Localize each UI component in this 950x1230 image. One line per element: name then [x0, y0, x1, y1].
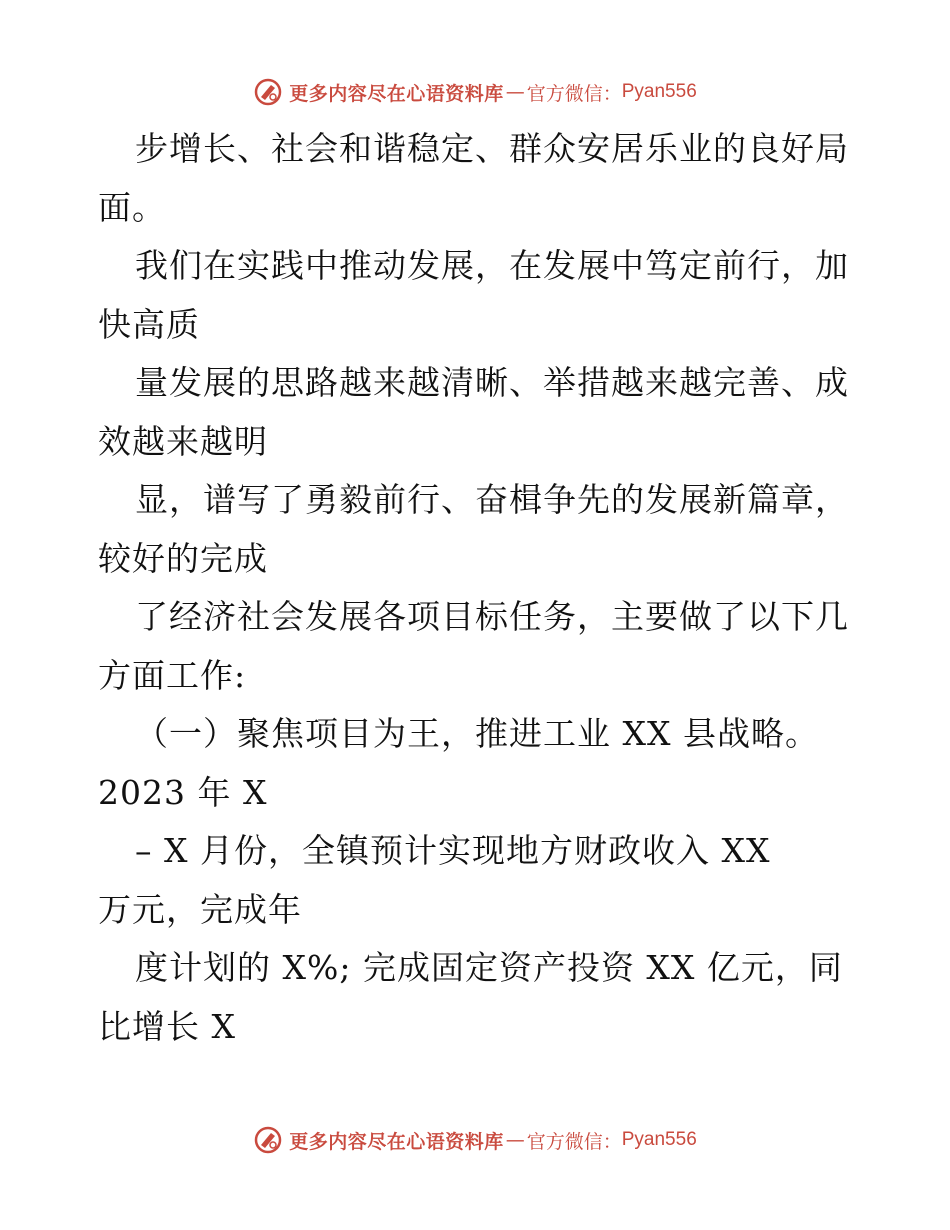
text-line-13: – X 月份，全镇预计实现地方财政收入 XX: [135, 831, 771, 870]
text-line-8: 较好的完成: [98, 538, 268, 578]
text-line-15: 度计划的 X%; 完成固定资产投资 XX 亿元，同: [135, 948, 843, 987]
text-line-9: 了经济社会发展各项目标任务，主要做了以下几: [135, 597, 849, 636]
text-line-4: 快高质: [98, 304, 200, 344]
text-line-5: 量发展的思路越来越清晰、举措越来越完善、成: [135, 363, 849, 402]
text-line-7: 显，谱写了勇毅前行、奋楫争先的发展新篇章，: [135, 480, 849, 519]
text-line-16: 比增长 X: [98, 1006, 236, 1046]
text-line-12: 2023 年 X: [98, 772, 268, 812]
text-line-10: 方面工作:: [98, 655, 247, 695]
footer-watermark: [0, 1120, 950, 1160]
text-line-1: 步增长、社会和谐稳定、群众安居乐业的良好局: [135, 129, 849, 168]
logo-icon: [253, 1125, 283, 1155]
document-body: [98, 120, 858, 1056]
watermark-separator: —: [505, 81, 525, 103]
watermark-separator-footer: —: [505, 1129, 525, 1151]
watermark-id-footer: Pyan556: [621, 1129, 697, 1150]
watermark-brand-footer: 更多内容尽在心语资料库: [289, 1130, 504, 1153]
text-line-6: 效越来越明: [98, 421, 268, 461]
header-watermark: [0, 72, 950, 112]
watermark-sub-footer: 官方微信：: [526, 1130, 622, 1153]
logo-icon: [253, 77, 283, 107]
watermark-sub: 官方微信：: [526, 82, 622, 105]
text-line-3: 我们在实践中推动发展，在发展中笃定前行，加: [135, 246, 849, 285]
watermark-id: Pyan556: [621, 81, 697, 102]
text-line-2: 面。: [98, 187, 166, 227]
text-line-14: 万元，完成年: [98, 889, 302, 929]
text-line-11: （一）聚焦项目为王，推进工业 XX 县战略。: [135, 714, 819, 753]
watermark-brand: 更多内容尽在心语资料库: [289, 82, 504, 105]
